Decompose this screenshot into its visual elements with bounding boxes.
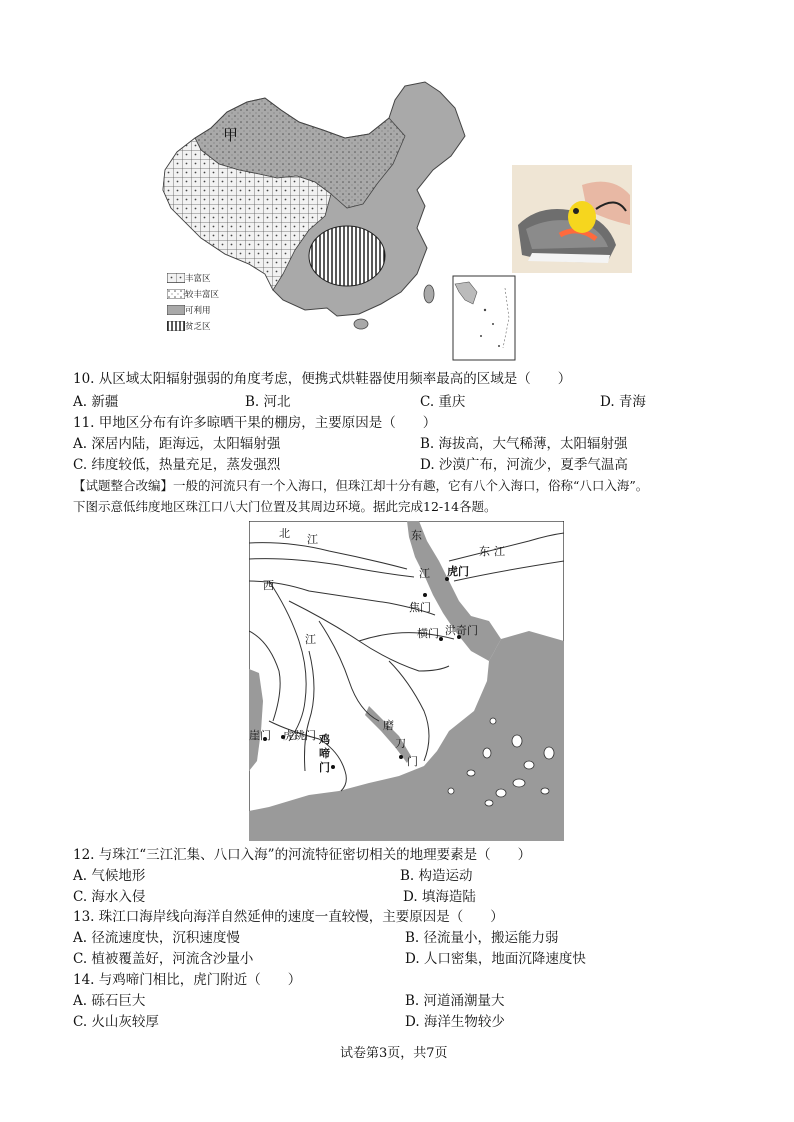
question-13-stem: 13. 珠江口海岸线向海洋自然延伸的速度一直较慢，主要原因是（ ）: [73, 909, 504, 925]
legend-label: 贫乏区: [185, 322, 211, 332]
question-11-option-a[interactable]: A. 深居内陆，距海远，太阳辐射强: [73, 436, 281, 452]
legend-item-rich: [167, 270, 247, 286]
legend-label: 较丰富区: [185, 290, 220, 300]
pearl-river-map: [249, 521, 564, 841]
pearl-river-map-svg: [249, 521, 564, 841]
question-13-option-a[interactable]: A. 径流速度快，沉积速度慢: [73, 930, 240, 946]
question-14-option-d[interactable]: D. 海洋生物较少: [405, 1014, 505, 1030]
question-10-option-b[interactable]: B. 河北: [245, 394, 291, 410]
legend: [167, 270, 247, 334]
question-11-stem: 11. 甲地区分布有许多晾晒干果的棚房，主要原因是（ ）: [73, 415, 437, 431]
question-10-option-c[interactable]: C. 重庆: [420, 394, 466, 410]
question-14-stem: 14. 与鸡啼门相比，虎门附近（ ）: [73, 972, 302, 988]
region-jia-label: 甲: [223, 126, 239, 144]
legend-label: 丰富区: [185, 274, 211, 284]
question-13-option-c[interactable]: C. 植被覆盖好，河流含沙量小: [73, 951, 254, 967]
question-11-option-c[interactable]: C. 纬度较低，热量充足，蒸发强烈: [73, 457, 281, 473]
label-jiang-west: 江: [305, 633, 316, 646]
question-12-stem: 12. 与珠江“三江汇集、八口入海”的河流特征密切相关的地理要素是（ ）: [73, 847, 532, 863]
label-modaomen-3: 门: [407, 755, 418, 768]
question-11-option-b[interactable]: B. 海拔高，大气稀薄，太阳辐射强: [420, 436, 628, 452]
question-10-option-d[interactable]: D. 青海: [600, 394, 646, 410]
legend-item-usable: [167, 302, 247, 318]
label-bei: 北: [279, 527, 290, 540]
label-jitimen-3: 门: [319, 761, 330, 774]
question-10-option-a[interactable]: A. 新疆: [73, 394, 119, 410]
label-dong-a: 东: [411, 529, 422, 542]
label-xi: 西: [263, 579, 274, 592]
label-hongqimen: 洪奇门: [445, 624, 478, 637]
question-12-option-b[interactable]: B. 构造运动: [400, 868, 473, 884]
label-jiang-east-a: 江: [419, 567, 430, 580]
question-11-option-d[interactable]: D. 沙漠广布，河流少，夏季气温高: [420, 457, 628, 473]
question-13-option-b[interactable]: B. 径流量小，搬运能力弱: [405, 930, 559, 946]
legend-label: 可利用: [185, 306, 211, 316]
question-14-option-c[interactable]: C. 火山灰较厚: [73, 1014, 159, 1030]
label-humen: 虎门: [447, 565, 469, 578]
question-12-option-c[interactable]: C. 海水入侵: [73, 889, 146, 905]
label-hengmen: 横门: [417, 627, 439, 640]
china-solar-map: [155, 78, 525, 366]
label-jitimen-1: 鸡: [319, 733, 330, 746]
poor-zone-basin: [309, 226, 385, 286]
question-13-option-d[interactable]: D. 人口密集，地面沉降速度快: [405, 951, 586, 967]
label-jiang-east-b: 江: [494, 545, 505, 558]
label-jiaomen: 焦门: [409, 601, 431, 614]
label-jitimen-2: 啼: [319, 747, 330, 760]
label-modaomen-2: 刀: [395, 737, 406, 750]
label-jiang-north: 江: [307, 533, 318, 546]
question-10-stem: 10. 从区域太阳辐射强弱的角度考虑，便携式烘鞋器使用频率最高的区域是（ ）: [73, 371, 572, 387]
question-12-option-d[interactable]: D. 填海造陆: [403, 889, 476, 905]
page-footer: 试卷第3页，共7页: [340, 1046, 448, 1061]
legend-item-fairly-rich: [167, 286, 247, 302]
question-14-option-b[interactable]: B. 河道涌潮量大: [405, 993, 505, 1009]
intro-line-2: 下图示意低纬度地区珠江口八大门位置及其周边环境。据此完成12-14各题。: [73, 499, 497, 514]
label-hutiaomen: 虎跳门: [283, 729, 316, 742]
label-modaomen-1: 磨: [383, 719, 394, 732]
label-yamen: 崖门: [249, 729, 271, 742]
legend-item-poor: [167, 318, 247, 334]
label-dong-b: 东: [479, 545, 490, 558]
shoe-dryer-photo: [512, 165, 632, 273]
question-14-option-a[interactable]: A. 砾石巨大: [73, 993, 146, 1009]
intro-line-1: 【试题整合改编】一般的河流只有一个入海口，但珠江却十分有趣，它有八个入海口，俗称“八口入海”。: [73, 478, 649, 493]
question-12-option-a[interactable]: A. 气候地形: [73, 868, 146, 884]
